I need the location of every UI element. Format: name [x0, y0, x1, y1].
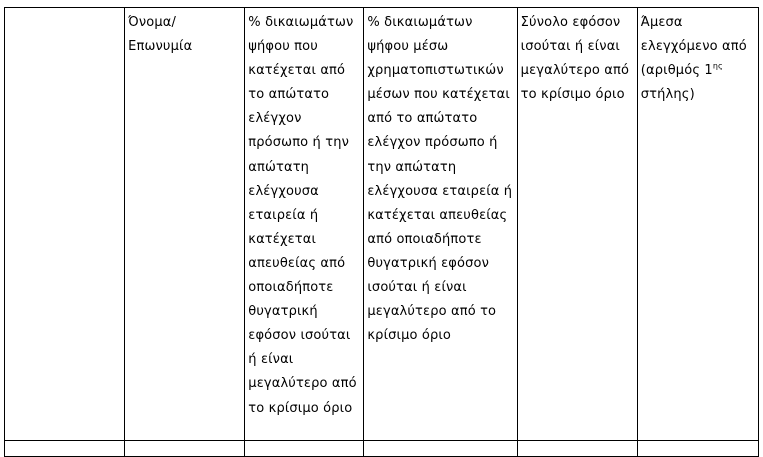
header-cell-directly-controlled: [637, 8, 758, 441]
table-cell: [245, 440, 364, 456]
header-voting-rights-text: % δικαιωμάτων ψήφου που κατέχεται από το απώτατο ελέγχον πρόσωπο ή την απώτατη ελέγχουσα εταιρεία ή κατέχεται απευθείας από οποιαδήποτε θυγατρική εφόσον ισούται ή είναι μεγαλύτερο από το κρίσιμο όριο: [248, 15, 357, 416]
table-cell: [125, 440, 245, 456]
header-cell-blank: [5, 8, 125, 441]
ownership-table: [4, 7, 759, 457]
header-financial-instruments-text: % δικαιωμάτων ψήφου μέσω χρηματοπιστωτικών μέσων που κατέχεται από το απώτατο ελέγχον πρόσωπο ή την απώτατη ελέγχουσα εταιρεία ή κατέχεται απευθείας από οποιαδήποτε θυγατρική εφόσον ισούται ή είναι μεγαλύτερο από το κρίσιμο όριο: [367, 15, 513, 344]
header-total-text: Σύνολο εφόσον ισούται ή είναι μεγαλύτερο από το κρίσιμο όριο: [520, 15, 630, 103]
table-cell: [517, 440, 637, 456]
header-cell-voting-rights: [245, 8, 364, 441]
header-cell-financial-instruments: [364, 8, 517, 441]
table-cell: [637, 440, 758, 456]
table-header-row: [5, 8, 759, 441]
header-name-text: Όνομα/ Επωνυμία: [128, 15, 193, 55]
header-cell-total: [517, 8, 637, 441]
header-directly-controlled-text: [641, 11, 755, 107]
header-cell-name: [125, 8, 245, 441]
header-directly-controlled-superscript: ης: [712, 61, 723, 71]
header-directly-controlled-end: στήλης): [640, 87, 695, 103]
table-cell: [5, 440, 125, 456]
table-row: [5, 440, 759, 456]
table-cell: [364, 440, 517, 456]
header-directly-controlled-main: Άμεσα ελεγχόμενο από (αριθμός 1: [640, 15, 747, 79]
